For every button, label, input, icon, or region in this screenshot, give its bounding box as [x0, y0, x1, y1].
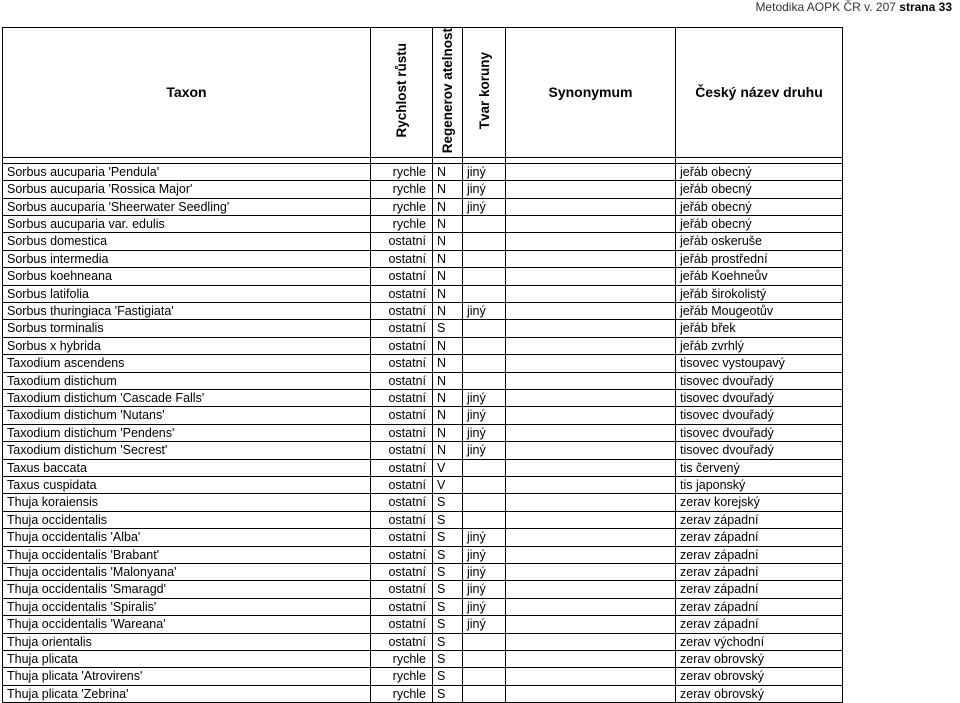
cell-synonym	[506, 442, 676, 459]
cell-growth-rate: ostatní	[371, 233, 433, 250]
cell-czech-name: jeřáb obecný	[676, 198, 843, 215]
cell-growth-rate: ostatní	[371, 564, 433, 581]
cell-growth-rate: ostatní	[371, 372, 433, 389]
table-row	[3, 581, 843, 598]
cell-regeneration: N	[433, 337, 463, 354]
table-row	[3, 337, 843, 354]
cell-synonym	[506, 198, 676, 215]
cell-synonym	[506, 529, 676, 546]
cell-czech-name: jeřáb oskeruše	[676, 233, 843, 250]
cell-regeneration: N	[433, 198, 463, 215]
cell-czech-name: zerav korejský	[676, 494, 843, 511]
table-row	[3, 598, 843, 615]
cell-czech-name: zerav západní	[676, 529, 843, 546]
cell-regeneration: N	[433, 215, 463, 232]
cell-growth-rate: ostatní	[371, 529, 433, 546]
cell-czech-name: jeřáb obecný	[676, 181, 843, 198]
cell-regeneration: S	[433, 494, 463, 511]
cell-czech-name: zerav západní	[676, 598, 843, 615]
cell-synonym	[506, 616, 676, 633]
cell-regeneration: S	[433, 651, 463, 668]
table-row	[3, 372, 843, 389]
cell-regeneration: S	[433, 685, 463, 702]
cell-czech-name: tisovec vystoupavý	[676, 355, 843, 372]
header-crown-shape	[463, 28, 506, 158]
document-reference: Metodika AOPK ČR v. 207	[755, 0, 896, 14]
cell-taxon: Taxodium ascendens	[3, 355, 371, 372]
cell-growth-rate: ostatní	[371, 546, 433, 563]
cell-regeneration: S	[433, 668, 463, 685]
table-row	[3, 616, 843, 633]
cell-growth-rate: ostatní	[371, 442, 433, 459]
cell-growth-rate: ostatní	[371, 633, 433, 650]
cell-crown-shape: jiný	[463, 407, 506, 424]
cell-regeneration: N	[433, 372, 463, 389]
cell-regeneration: S	[433, 511, 463, 528]
header-czech-name: Český název druhu	[676, 28, 843, 158]
cell-regeneration: N	[433, 181, 463, 198]
cell-growth-rate: ostatní	[371, 337, 433, 354]
table-row	[3, 233, 843, 250]
cell-growth-rate: ostatní	[371, 459, 433, 476]
cell-regeneration: S	[433, 616, 463, 633]
cell-regeneration: N	[433, 442, 463, 459]
cell-regeneration: S	[433, 598, 463, 615]
cell-czech-name: jeřáb širokolistý	[676, 285, 843, 302]
cell-czech-name: tisovec dvouřadý	[676, 389, 843, 406]
cell-taxon: Thuja occidentalis 'Wareana'	[3, 616, 371, 633]
cell-czech-name: jeřáb zvrhlý	[676, 337, 843, 354]
table-row	[3, 651, 843, 668]
cell-crown-shape	[463, 233, 506, 250]
cell-growth-rate: ostatní	[371, 477, 433, 494]
table-row	[3, 268, 843, 285]
cell-growth-rate: ostatní	[371, 268, 433, 285]
table-row	[3, 633, 843, 650]
cell-crown-shape: jiný	[463, 564, 506, 581]
cell-taxon: Sorbus torminalis	[3, 320, 371, 337]
cell-crown-shape: jiný	[463, 546, 506, 563]
table-row	[3, 389, 843, 406]
cell-czech-name: zerav západní	[676, 511, 843, 528]
cell-crown-shape	[463, 372, 506, 389]
cell-regeneration: N	[433, 233, 463, 250]
cell-czech-name: jeřáb Koehneův	[676, 268, 843, 285]
cell-growth-rate: rychle	[371, 163, 433, 180]
cell-crown-shape	[463, 685, 506, 702]
cell-czech-name: jeřáb Mougeotův	[676, 302, 843, 319]
table-row	[3, 494, 843, 511]
cell-synonym	[506, 581, 676, 598]
cell-taxon: Thuja plicata 'Atrovirens'	[3, 668, 371, 685]
cell-taxon: Thuja occidentalis 'Alba'	[3, 529, 371, 546]
cell-growth-rate: ostatní	[371, 598, 433, 615]
cell-synonym	[506, 459, 676, 476]
cell-synonym	[506, 355, 676, 372]
cell-taxon: Taxus cuspidata	[3, 477, 371, 494]
cell-taxon: Sorbus koehneana	[3, 268, 371, 285]
cell-taxon: Taxodium distichum 'Cascade Falls'	[3, 389, 371, 406]
cell-crown-shape	[463, 268, 506, 285]
cell-growth-rate: ostatní	[371, 581, 433, 598]
cell-regeneration: N	[433, 250, 463, 267]
cell-regeneration: V	[433, 477, 463, 494]
cell-crown-shape	[463, 320, 506, 337]
cell-czech-name: jeřáb prostřední	[676, 250, 843, 267]
cell-synonym	[506, 668, 676, 685]
cell-taxon: Sorbus latifolia	[3, 285, 371, 302]
cell-crown-shape	[463, 477, 506, 494]
header-taxon: Taxon	[3, 28, 371, 158]
cell-crown-shape: jiný	[463, 529, 506, 546]
cell-regeneration: N	[433, 355, 463, 372]
cell-synonym	[506, 250, 676, 267]
cell-regeneration: V	[433, 459, 463, 476]
cell-taxon: Sorbus aucuparia 'Sheerwater Seedling'	[3, 198, 371, 215]
cell-synonym	[506, 268, 676, 285]
cell-synonym	[506, 181, 676, 198]
cell-crown-shape: jiný	[463, 598, 506, 615]
cell-crown-shape: jiný	[463, 424, 506, 441]
cell-synonym	[506, 337, 676, 354]
cell-czech-name: zerav západní	[676, 616, 843, 633]
cell-crown-shape: jiný	[463, 198, 506, 215]
cell-crown-shape	[463, 285, 506, 302]
cell-growth-rate: ostatní	[371, 424, 433, 441]
cell-crown-shape: jiný	[463, 163, 506, 180]
cell-regeneration: N	[433, 285, 463, 302]
header-growth-rate	[371, 28, 433, 158]
cell-czech-name: zerav západní	[676, 564, 843, 581]
cell-synonym	[506, 285, 676, 302]
cell-synonym	[506, 633, 676, 650]
cell-growth-rate: rychle	[371, 668, 433, 685]
table-row	[3, 320, 843, 337]
table-row	[3, 511, 843, 528]
cell-crown-shape: jiný	[463, 181, 506, 198]
cell-crown-shape	[463, 668, 506, 685]
cell-crown-shape: jiný	[463, 581, 506, 598]
cell-regeneration: N	[433, 302, 463, 319]
cell-taxon: Sorbus aucuparia 'Rossica Major'	[3, 181, 371, 198]
cell-taxon: Thuja koraiensis	[3, 494, 371, 511]
cell-regeneration: N	[433, 407, 463, 424]
cell-crown-shape	[463, 511, 506, 528]
cell-crown-shape	[463, 633, 506, 650]
cell-czech-name: jeřáb břek	[676, 320, 843, 337]
cell-taxon: Taxus baccata	[3, 459, 371, 476]
cell-taxon: Taxodium distichum 'Nutans'	[3, 407, 371, 424]
cell-growth-rate: ostatní	[371, 302, 433, 319]
cell-synonym	[506, 477, 676, 494]
cell-taxon: Taxodium distichum	[3, 372, 371, 389]
page-number: strana 33	[899, 0, 952, 14]
cell-czech-name: zerav obrovský	[676, 668, 843, 685]
cell-growth-rate: ostatní	[371, 407, 433, 424]
cell-growth-rate: rychle	[371, 651, 433, 668]
cell-taxon: Sorbus intermedia	[3, 250, 371, 267]
cell-regeneration: S	[433, 320, 463, 337]
cell-czech-name: zerav obrovský	[676, 651, 843, 668]
cell-synonym	[506, 163, 676, 180]
cell-growth-rate: rychle	[371, 685, 433, 702]
cell-synonym	[506, 598, 676, 615]
table-row	[3, 302, 843, 319]
table-row	[3, 477, 843, 494]
cell-taxon: Sorbus x hybrida	[3, 337, 371, 354]
cell-czech-name: tisovec dvouřadý	[676, 407, 843, 424]
cell-crown-shape	[463, 337, 506, 354]
cell-taxon: Sorbus domestica	[3, 233, 371, 250]
cell-czech-name: zerav západní	[676, 546, 843, 563]
cell-taxon: Thuja occidentalis 'Smaragd'	[3, 581, 371, 598]
table-row	[3, 215, 843, 232]
table-row	[3, 546, 843, 563]
cell-synonym	[506, 320, 676, 337]
cell-crown-shape: jiný	[463, 616, 506, 633]
cell-regeneration: S	[433, 529, 463, 546]
cell-growth-rate: ostatní	[371, 494, 433, 511]
cell-taxon: Thuja occidentalis 'Malonyana'	[3, 564, 371, 581]
header-synonym: Synonymum	[506, 28, 676, 158]
cell-taxon: Taxodium distichum 'Pendens'	[3, 424, 371, 441]
cell-czech-name: tisovec dvouřadý	[676, 442, 843, 459]
table-row	[3, 285, 843, 302]
page-header	[755, 0, 952, 14]
cell-taxon: Sorbus aucuparia 'Pendula'	[3, 163, 371, 180]
cell-czech-name: zerav západní	[676, 581, 843, 598]
table-row	[3, 529, 843, 546]
table-row	[3, 250, 843, 267]
table-row	[3, 355, 843, 372]
cell-czech-name: jeřáb obecný	[676, 215, 843, 232]
cell-taxon: Thuja occidentalis 'Spiralis'	[3, 598, 371, 615]
cell-synonym	[506, 215, 676, 232]
cell-growth-rate: rychle	[371, 215, 433, 232]
cell-crown-shape	[463, 494, 506, 511]
cell-regeneration: N	[433, 163, 463, 180]
table-row	[3, 424, 843, 441]
cell-regeneration: N	[433, 389, 463, 406]
cell-regeneration: S	[433, 546, 463, 563]
cell-crown-shape	[463, 651, 506, 668]
cell-regeneration: S	[433, 581, 463, 598]
cell-synonym	[506, 685, 676, 702]
table-row	[3, 685, 843, 702]
cell-growth-rate: ostatní	[371, 616, 433, 633]
cell-synonym	[506, 511, 676, 528]
header-regeneration-label: Regenerov atelnost	[440, 28, 455, 154]
cell-synonym	[506, 302, 676, 319]
table-row	[3, 181, 843, 198]
cell-synonym	[506, 233, 676, 250]
table-row	[3, 459, 843, 476]
table-row	[3, 407, 843, 424]
cell-czech-name: tisovec dvouřadý	[676, 372, 843, 389]
cell-synonym	[506, 546, 676, 563]
cell-crown-shape	[463, 215, 506, 232]
cell-synonym	[506, 407, 676, 424]
cell-growth-rate: ostatní	[371, 355, 433, 372]
table-body	[3, 157, 843, 703]
cell-synonym	[506, 372, 676, 389]
cell-regeneration: S	[433, 564, 463, 581]
cell-czech-name: tis červený	[676, 459, 843, 476]
cell-czech-name: tisovec dvouřadý	[676, 424, 843, 441]
table-row	[3, 564, 843, 581]
header-crown-shape-label: Tvar koruny	[476, 52, 492, 130]
cell-taxon: Sorbus thuringiaca 'Fastigiata'	[3, 302, 371, 319]
cell-taxon: Thuja plicata	[3, 651, 371, 668]
cell-crown-shape	[463, 250, 506, 267]
cell-taxon: Thuja occidentalis	[3, 511, 371, 528]
header-regeneration	[433, 28, 463, 158]
table-row	[3, 668, 843, 685]
table-row	[3, 442, 843, 459]
cell-crown-shape: jiný	[463, 302, 506, 319]
header-growth-rate-label: Rychlost růstu	[394, 43, 409, 138]
cell-regeneration: S	[433, 633, 463, 650]
cell-regeneration: N	[433, 268, 463, 285]
cell-czech-name: tis japonský	[676, 477, 843, 494]
cell-taxon: Taxodium distichum 'Secrest'	[3, 442, 371, 459]
cell-czech-name: jeřáb obecný	[676, 163, 843, 180]
cell-growth-rate: rychle	[371, 181, 433, 198]
taxa-table	[2, 27, 843, 703]
cell-taxon: Sorbus aucuparia var. edulis	[3, 215, 371, 232]
cell-taxon: Thuja orientalis	[3, 633, 371, 650]
cell-czech-name: zerav obrovský	[676, 685, 843, 702]
table-row	[3, 163, 843, 180]
table-row	[3, 198, 843, 215]
cell-synonym	[506, 389, 676, 406]
cell-growth-rate: ostatní	[371, 511, 433, 528]
cell-crown-shape	[463, 355, 506, 372]
cell-regeneration: N	[433, 424, 463, 441]
cell-growth-rate: ostatní	[371, 250, 433, 267]
cell-synonym	[506, 651, 676, 668]
cell-synonym	[506, 494, 676, 511]
table-header-row	[3, 28, 843, 158]
cell-crown-shape: jiný	[463, 442, 506, 459]
cell-crown-shape: jiný	[463, 389, 506, 406]
cell-czech-name: zerav východní	[676, 633, 843, 650]
cell-crown-shape	[463, 459, 506, 476]
cell-synonym	[506, 564, 676, 581]
cell-growth-rate: ostatní	[371, 389, 433, 406]
cell-growth-rate: ostatní	[371, 285, 433, 302]
cell-synonym	[506, 424, 676, 441]
cell-taxon: Thuja plicata 'Zebrina'	[3, 685, 371, 702]
cell-growth-rate: rychle	[371, 198, 433, 215]
cell-growth-rate: ostatní	[371, 320, 433, 337]
cell-taxon: Thuja occidentalis 'Brabant'	[3, 546, 371, 563]
